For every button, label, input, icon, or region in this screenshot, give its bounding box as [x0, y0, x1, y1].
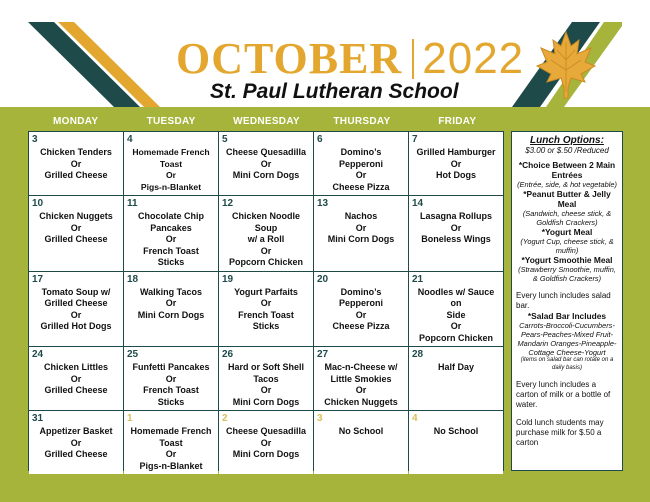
lunch-price: $3.00 or $.50 /Reduced [525, 146, 609, 155]
menu-line: Grilled Cheese [44, 449, 108, 459]
menu-items [32, 147, 120, 182]
day-number: 28 [412, 349, 424, 360]
menu-line: Mini Corn Dogs [232, 449, 300, 459]
menu-line: Walking Tacos [139, 286, 202, 297]
menu-line: Or [260, 385, 272, 395]
menu-line: Hot Dogs [436, 170, 476, 180]
menu-line: Grilled Cheese [44, 298, 108, 308]
year-title: 2022 [422, 34, 525, 83]
menu-items [317, 287, 405, 333]
menu-items [412, 211, 500, 246]
month-title: OCTOBER [176, 34, 403, 83]
menu-line: Chocolate Chip [137, 211, 204, 221]
menu-line: Or [260, 437, 272, 448]
day-label-tuesday: TUESDAY [146, 116, 196, 127]
menu-line: Or [70, 373, 82, 384]
menu-line: Toast [159, 158, 183, 169]
menu-items [127, 211, 215, 269]
day-number: 5 [222, 134, 228, 145]
menu-items [222, 426, 310, 461]
menu-items [222, 211, 310, 269]
menu-line: Cheese Quesadilla [225, 426, 307, 436]
menu-line: Or [260, 158, 272, 169]
menu-line: Toast [159, 437, 183, 448]
menu-line: Popcorn Chicken [228, 257, 303, 267]
menu-items [317, 147, 405, 193]
maple-leaf-icon [535, 30, 597, 100]
day-number: 4 [412, 413, 418, 424]
menu-line: Or [70, 158, 82, 169]
menu-line: No School [338, 426, 384, 436]
salad-bar-note: Every lunch includes salad bar. [516, 291, 611, 310]
calendar-day-cell [314, 411, 408, 474]
menu-items [127, 147, 215, 193]
option-detail: (Yogurt Cup, cheese stick, & muffin) [520, 237, 614, 255]
menu-line: Tacos [253, 373, 279, 384]
calendar-day-cell [29, 347, 123, 410]
day-number: 3 [317, 413, 323, 424]
menu-line: French Toast Sticks [238, 309, 294, 331]
calendar-day-cell [409, 196, 503, 271]
menu-items [412, 287, 500, 345]
calendar-day-cell [124, 272, 218, 347]
menu-items [317, 426, 405, 438]
calendar-day-cell [29, 411, 123, 474]
calendar-day-cell [219, 411, 313, 474]
calendar-day-cell [314, 272, 408, 347]
menu-line: Little Smokies [330, 373, 392, 384]
menu-items [32, 211, 120, 246]
option-heading: *Yogurt Smoothie Meal [521, 255, 613, 265]
title-divider [412, 39, 414, 79]
menu-line: Pancakes [150, 222, 192, 233]
menu-line: Nachos [344, 211, 378, 221]
menu-line: Yogurt Parfaits [234, 286, 298, 297]
calendar-day-cell [314, 347, 408, 410]
calendar-day-cell [219, 272, 313, 347]
menu-line: Or [70, 437, 82, 448]
menu-line: Or [450, 222, 462, 233]
menu-items [127, 287, 215, 322]
menu-line: Cheese Pizza [332, 181, 390, 192]
title-row [176, 36, 524, 82]
school-name: St. Paul Lutheran School [210, 80, 459, 103]
option-heading: *Yogurt Meal [541, 227, 593, 237]
menu-items [412, 362, 500, 374]
menu-line: Or [165, 449, 177, 459]
calendar-grid [28, 131, 504, 471]
menu-line: Cheese Quesadilla [225, 147, 307, 157]
menu-line: Half Day [437, 362, 474, 372]
lunch-options-title: Lunch Options: [530, 135, 604, 146]
menu-items [32, 362, 120, 397]
calendar-day-cell [219, 132, 313, 195]
menu-line: Hard or Soft Shell [227, 362, 304, 372]
menu-line: Or [355, 170, 367, 180]
menu-line: Chicken Nuggets [39, 211, 113, 221]
menu-line: No School [433, 426, 479, 436]
menu-line: Or [450, 158, 462, 169]
lunch-options-panel [511, 131, 623, 471]
calendar-day-cell [29, 132, 123, 195]
day-number: 18 [127, 273, 139, 285]
option-detail: (Strawberry Smoothie, muffin, & Goldfish Crackers) [518, 265, 616, 283]
menu-line: Mini Corn Dogs [232, 396, 300, 407]
menu-line: w/ a Roll [247, 234, 285, 244]
menu-items [222, 147, 310, 182]
menu-items [412, 147, 500, 182]
salad-bar-heading: *Salad Bar Includes [527, 311, 607, 321]
menu-line: Chicken Littles [43, 362, 108, 372]
option-heading: *Choice Between 2 Main Entrées [518, 160, 616, 180]
menu-items [222, 362, 310, 408]
menu-line: Appetizer Basket [39, 426, 113, 436]
calendar-day-cell [409, 272, 503, 347]
menu-line: Grilled Hot Dogs [40, 321, 112, 331]
menu-line: Lasagna Rollups [419, 211, 492, 221]
menu-items [412, 426, 500, 438]
calendar-day-cell [29, 196, 123, 271]
left-decorative-stripes [28, 22, 168, 107]
menu-line: Or [165, 298, 177, 308]
menu-items [127, 426, 215, 472]
day-number: 11 [127, 198, 138, 209]
menu-line: Or [165, 234, 177, 244]
menu-line: Pigs-n-Blanket [140, 181, 202, 192]
menu-items [32, 287, 120, 333]
calendar-day-cell [409, 132, 503, 195]
menu-line: Chicken Tenders [40, 147, 112, 157]
calendar-day-cell [409, 411, 503, 474]
milk-note: Every lunch includes a carton of milk or a bottle of water. [516, 380, 611, 409]
menu-line: Chicken Nuggets [324, 396, 398, 407]
calendar-day-cell [124, 411, 218, 474]
menu-line: Grilled Cheese [44, 234, 108, 244]
salad-bar-items: Carrots-Broccoli-Cucumbers-Pears-Peaches-Mixed Fruit-Mandarin Oranges-Pineapple-Cottage Cheese-Yogurt [517, 321, 617, 357]
day-number: 19 [222, 273, 234, 285]
day-number: 13 [317, 198, 329, 209]
day-number: 7 [412, 134, 418, 145]
menu-line: Mini Corn Dogs [327, 234, 395, 244]
menu-line: Grilled Hamburger [416, 147, 496, 157]
day-label-friday: FRIDAY [438, 116, 477, 127]
day-number: 21 [412, 273, 424, 285]
menu-line: Or [165, 373, 177, 384]
menu-line: Or [355, 385, 367, 395]
day-number: 20 [317, 273, 329, 285]
menu-line: Or [450, 321, 462, 331]
menu-items [222, 287, 310, 333]
menu-line: Tomato Soup w/ [41, 286, 111, 297]
menu-line: Or [165, 170, 177, 180]
menu-line: Or [70, 309, 82, 320]
day-number: 27 [317, 349, 329, 360]
calendar-day-cell [124, 347, 218, 410]
menu-line: Mini Corn Dogs [232, 170, 300, 180]
calendar-day-cell [219, 347, 313, 410]
header-banner [28, 22, 622, 107]
day-number: 24 [32, 349, 44, 360]
menu-line: Mac-n-Cheese w/ [324, 362, 398, 372]
menu-line: Or [355, 309, 367, 320]
calendar-day-cell [314, 196, 408, 271]
menu-line: Grilled Cheese [44, 170, 108, 180]
menu-line: Mini Corn Dogs [137, 309, 205, 320]
menu-line: Domino’s Pepperoni [338, 286, 383, 308]
calendar-day-cell [124, 196, 218, 271]
menu-line: Domino’s Pepperoni [338, 147, 383, 169]
day-number: 10 [32, 198, 44, 209]
cold-lunch-note: Cold lunch students may purchase milk for $.50 a carton [516, 418, 604, 447]
day-label-monday: MONDAY [53, 116, 99, 127]
calendar-day-cell [314, 132, 408, 195]
day-number: 31 [32, 413, 44, 424]
menu-line: Or [260, 298, 272, 308]
menu-line: Or [355, 222, 367, 233]
menu-line: Noodles w/ Sauce on [417, 286, 495, 308]
menu-line: Boneless Wings [421, 234, 491, 244]
menu-items [127, 362, 215, 408]
day-number: 3 [32, 134, 38, 145]
day-number: 2 [222, 413, 228, 424]
day-number: 6 [317, 134, 323, 145]
day-number: 14 [412, 198, 424, 209]
day-number: 25 [127, 349, 139, 360]
menu-line: French Toast Sticks [143, 385, 199, 407]
menu-line: Popcorn Chicken [418, 332, 493, 343]
option-detail: (Entrée, side, & hot vegetable) [517, 180, 617, 189]
day-number: 26 [222, 349, 234, 360]
menu-line: Homemade French [130, 426, 212, 436]
menu-line: Cheese Pizza [332, 321, 390, 331]
day-label-thursday: THURSDAY [333, 116, 391, 127]
calendar-day-cell [29, 272, 123, 347]
menu-line: Homemade French [132, 147, 210, 157]
day-number: 17 [32, 273, 44, 285]
day-number: 4 [127, 134, 133, 145]
day-number: 1 [127, 413, 133, 424]
menu-items [32, 426, 120, 461]
menu-line: Or [70, 222, 82, 233]
menu-line: Grilled Cheese [44, 385, 108, 395]
calendar-day-cell [219, 196, 313, 271]
menu-items [317, 362, 405, 408]
menu-line: French Toast Sticks [143, 245, 199, 267]
calendar-day-cell [124, 132, 218, 195]
menu-line: Or [260, 245, 272, 256]
menu-items [317, 211, 405, 246]
day-number: 12 [222, 198, 234, 209]
option-detail: (Sandwich, cheese stick, & Goldfish Crackers) [522, 209, 612, 227]
menu-line: Side [446, 309, 466, 320]
day-label-wednesday: WEDNESDAY [233, 116, 300, 127]
weekday-header [28, 113, 505, 131]
menu-line: Chicken Noodle Soup [231, 211, 300, 233]
salad-bar-rotation-note: (items on salad bar can rotate on a daily basis) [520, 357, 614, 371]
menu-line: Pigs-n-Blanket [139, 460, 203, 471]
calendar-frame [0, 107, 650, 502]
option-heading: *Peanut Butter & Jelly Meal [523, 189, 611, 209]
calendar-day-cell [409, 347, 503, 410]
menu-line: Funfetti Pancakes [132, 362, 210, 372]
